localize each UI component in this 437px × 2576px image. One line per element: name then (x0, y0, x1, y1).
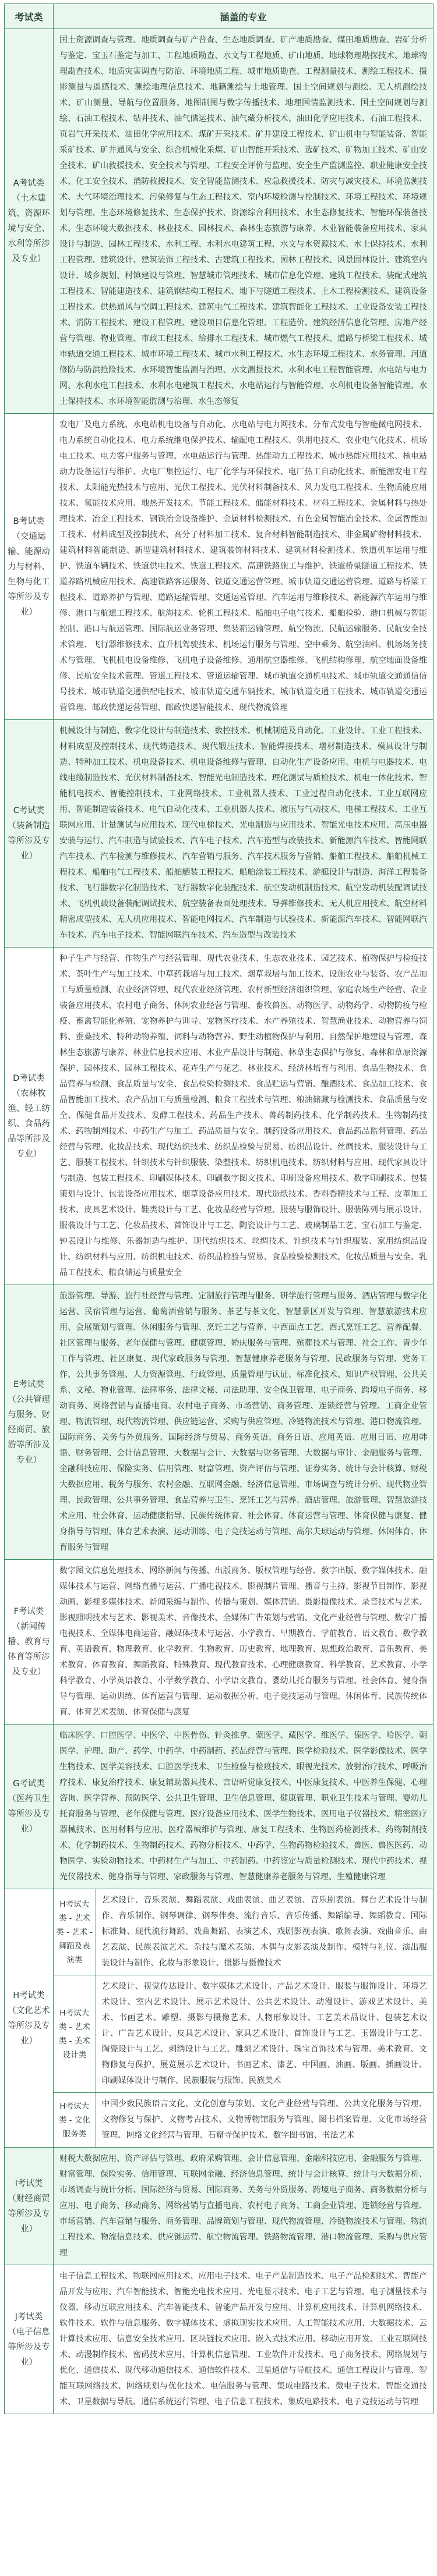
table-row (5, 1560, 434, 1725)
table-row (5, 29, 434, 414)
table-row (5, 1285, 434, 1560)
majors-g: 临床医学、口腔医学、中医学、中医骨伤、针灸推拿、蒙医学、藏医学、维医学、傣医学、哈医学、朝医学、护理、助产、药学、中药学、中药制药、药品经营与管理、医学检验技术、医学影像技术、医学生物技术、医学美容技术、口腔医学技术、卫生检验与检疫技术、眼视光技术、放射治疗技术、呼吸治疗技术、康复治疗技术、康复辅助器具技术、言语听觉康复技术、中医康复技术、中医养生保健、心理咨询、医学营养、预防医学、公共卫生管理、卫生信息管理、健康管理、职业卫生技术与管理、婴幼儿托育服务与管理、老年保健与管理、医疗设备应用技术、医学生物技术、医用电子仪器技术、精密医疗器械技术、医用材料与应用、医疗器械维护与管理、康复工程技术、生物医药检测技术、药物制剂技术、化学制药技术、生物制药技术、药物分析技术、中药学、生物药物检验技术、兽医、兽医医药、动物医学、实验动物技术、中药材生产与加工、中药制药、中药鉴定与质量检测技术、现代中药技术、视光仪器技术、健身指导与管理、家政服务与管理、智慧健康养老服务与管理、生殖健康管理 (54, 1725, 434, 1889)
table-header-row (5, 4, 434, 29)
h-subgroup-cell (54, 1889, 434, 2148)
majors-c: 机械设计与制造、数字化设计与制造技术、数控技术、机械制造及自动化、工业设计、工业工程技术、材料成型及控制技术、现代铸造技术、现代锻压技术、智能焊接技术、增材制造技术、模具设计与制造、特种加工技术、机电设备技术、机电设备维修与管理、自动化生产设备应用、电机与电器技术、电线电缆制造技术、光伏材料制备技术、智能光电制造技术、理化测试与质检技术、机电一体化技术、智能机电技术、智能控制技术、工业网络技术、工业机器人技术、工业过程自动化技术、工业互联网应用、智能制造装备技术、电气自动化技术、工业机器人技术、液压与气动技术、电梯工程技术、工业互联网应用、计量测试与应用技术、现代电梯技术、光电制造与应用技术、智能光电技术应用、高压电器安装与运行、汽车制造与试验技术、汽车电子技术、汽车造型与改装技术、新能源汽车技术、智能网联汽车技术、汽车检测与维修技术、汽车营销与服务、汽车技术服务与营销、船舶工程技术、船舶机械工程技术、船舶电气工程技术、船舶舾装工程技术、船舶涂装工程技术、游艇设计与制造、海洋工程装备技术、飞行器数字化制造技术、飞行器数字化装配技术、航空发动机制造技术、航空发动机装配调试技术、飞机机载设备装配调试技术、航空装备表面处理技术、导弹维修技术、无人机应用技术、航空材料精密成型技术、无人机应用技术、智能电网技术、汽车制造与试验技术、新能源汽车技术、智能网联汽车技术、汽车电子技术、智能网联汽车技术、汽车造型与改装技术 (54, 720, 434, 948)
table-row (54, 1975, 433, 2093)
majors-e: 旅游管理、导游、旅行社经营与管理、定制旅行管理与服务、研学旅行管理与服务、酒店管理与数字化运营、民宿管理与运营、葡萄酒营销与服务、茶艺与茶文化、智慧景区开发与管理、智慧旅游技术应用、会展策划与管理、休闲服务与管理、烹饪工艺与营养、中西面点工艺、西式烹饪工艺、营养配餐、社区管理与服务、老年保健与管理、健康管理、婚庆服务与管理、殡葬技术与管理、社会工作、青少年工作与管理、社区康复、现代家政服务与管理、智慧健康养老服务与管理、民政服务与管理、党务工作、公共事务管理、人力资源管理、行政管理、质量管理与认证、标准化技术、知识产权管理、公共关系、文秘、物业管理、法律事务、法律文秘、司法助理、安全保卫管理、电子商务、跨境电子商务、移动商务、网络营销与直播电商、农村电子商务、市场营销、商务管理、连锁经营与管理、工商企业管理、物流管理、现代物流管理、供应链运营、采购与供应管理、冷链物流技术与管理、港口物流管理、国际商务、关务与外贸服务、国际经济与贸易、商务英语、商务日语、应用英语、应用日语、应用韩语、财务管理、会计信息管理、大数据与会计、大数据与财务管理、大数据与审计、金融服务与管理、金融科技应用、保险实务、信用管理、财富管理、资产评估与管理、证券实务、统计与会计核算、财税大数据应用、税务与服务、农村金融、互联网金融、经济信息管理、市场调查与统计分析、现代物业管理、民政管理、公共事务管理、食品营养与卫生、烹饪工艺与营养、酒店管理、旅游管理、智慧旅游技术应用、社会体育、运动健康指导、民族传统体育、社会体育、体育运营与管理、体育保健与康复、健身指导与管理、体育艺术表演、运动训练、电子竞技运动与管理、高尔夫球运动与管理、休闲体育、体育服务与管理 (54, 1285, 434, 1560)
category-e: E考试类（公共管理与服务、财经商贸、旅游等所涉及专业） (5, 1285, 54, 1560)
table-row (5, 2148, 434, 2265)
table-row (54, 2093, 433, 2148)
majors-d: 种子生产与经营、作物生产与经营管理、现代农业技术、生态农业技术、园艺技术、植物保护与检疫技术、茶叶生产与加工技术、中草药栽培与加工技术、烟草栽培与加工技术、设施农业与装备、农产品加工与质量检测、农业经济管理、现代农业经济管理、农村新型经济组织管理、家庭农场生产经营、农业装备应用技术、农村电子商务、休闲农业经营与管理、畜牧兽医、动物医学、动物药学、动物防疫与检疫、畜禽智能化养殖、宠物养护与训导、宠物医疗技术、水产养殖技术、智慧渔业技术、动物营养与饲料、蚕桑技术、特种动物养殖、饲料与动物营养、野生动植物保护与利用、自然保护地建设与管理、森林生态旅游与康养、林业信息技术应用、木业产品设计与制造、林草生态保护与修复、森林和草原资源保护、园林技术、园林工程技术、花卉生产与花艺、林业技术、经济林培育与利用、食品生物技术、食品营养与检测、食品质量与安全、食品检验检测技术、食品贮运与营销、酿酒技术、食品加工技术、食品智能加工技术、农产品加工与质量检测、粮食工程技术与管理、粮油储藏与检测技术、食品质量与安全、保健食品开发技术、发酵工程技术、药品生产技术、兽药制药技术、化学制药技术、生物制药技术、药物制剂技术、中药生产与加工、药品质量与安全、制药设备应用技术、食品药品监督管理、药品经营与管理、化妆品技术、现代纺织技术、纺织品检验与贸易、纺织品设计、丝绸技术、服装设计与工艺、服装工程技术、针织技术与针织服装、染整技术、纺织机电技术、纺织材料与应用、现代家具设计与制造、包装工程技术、印刷媒体技术、印刷数字图文技术、印刷设备应用技术、数字印刷技术、包装策划与设计、包装设备应用技术、烟草设备应用技术、现代造纸技术、香料香精技术与工程、皮革加工技术、皮具艺术设计、鞋类设计与工艺、化妆品经营与管理、服装与服饰设计、服装陈列与展示设计、服装设计与工艺、化妆品技术、首饰设计与工艺、陶瓷设计与工艺、玻璃制品工艺、宝石加工与鉴定、钟表设计与维修、乐器制造与维护、现代纺织技术、丝绸技术、针织技术与针织服装、家用纺织品设计、纺织材料与应用、纺织机电技术、纺织品检验与贸易、食品检验检测技术、化妆品质量与安全、乳品工程技术、粮食储运与质量安全 (54, 948, 434, 1285)
h-sub-majors-3: 中国少数民族语言文化、文化创意与策划、文化产业经营与管理、公共文化服务与管理、文物修复与保护、文物考古技术、文物博物馆服务与管理、图书档案管理、文化市场经营管理、网络文化经营与管理、石窟寺保护技术、数字图书馆、书法艺术 (96, 2093, 433, 2148)
category-d: D考试类（农林牧渔、轻工纺织、食品药品等所涉及专业） (5, 948, 54, 1285)
table-row (5, 1889, 434, 2148)
category-i: I考试类（财经商贸等所涉及专业） (5, 2148, 54, 2265)
majors-j: 电子信息工程技术、物联网应用技术、应用电子技术、电子产品制造技术、电子产品检测技术、智能产品开发与应用、汽车智能技术、智能光电技术应用、光电显示技术、电子工艺与管理、电子测量技术与仪器、移动互联应用技术、汽车智能技术、智能产品开发与应用、计算机应用技术、计算机网络技术、软件技术、软件与信息服务、数字媒体技术、虚拟现实技术应用、人工智能技术应用、大数据技术、云计算技术应用、信息安全技术应用、区块链技术应用、嵌入式技术应用、移动应用开发、工业互联网技术、动漫制作技术、密码技术应用、计算机信息管理、工业软件开发技术、电子商务技术、网络规划与优化、通信技术、现代移动通信技术、通信软件技术、卫星通信与导航技术、通信工程设计与管理、智能互联网络技术、网络规划与优化技术、电信服务与管理、集成电路技术、微电子技术、智能交通技术、卫星数据与导航、通信系统运行管理、电子信息工程技术、集成电路技术、电子竞技运动与管理 (54, 2265, 434, 2414)
h-sub-majors-2: 艺术设计、视觉传达设计、数字媒体艺术设计、产品艺术设计、服装与服饰设计、环境艺术设计、室内艺术设计、展示艺术设计、公共艺术设计、动漫设计、游戏艺术设计、美术、书画艺术、雕塑、摄影与摄像艺术、人物形象设计、工艺美术品设计、包装艺术设计、广告艺术设计、皮具艺术设计、家具艺术设计、首饰设计与工艺、玉器设计与工艺、陶瓷设计与工艺、刺绣设计与工艺、雕刻艺术设计、珠宝首饰技术与管理、美术教育、文物修复与保护、展览展示艺术设计、书画艺术、漆艺、中国画、油画、版画、插画设计、印刷媒体设计与制作、民族服装与服饰、民族美术 (96, 1975, 433, 2093)
majors-f: 数字图文信息处理技术、网络新闻与传播、出版商务、版权管理与经营、数字出版、数字媒体技术、融媒体技术与运营、网络直播与运营、广播电视技术、影视制片管理、播音与主持、影视节目制作、影视动画、影视多媒体技术、新闻采编与制作、传播与策划、媒体营销、摄影摄像技术、录音技术与艺术、影视照明技术与艺术、影视美术、音像技术、全媒体广告策划与营销、文化产业经营与管理、数字广播电视技术、全媒体电商运营、融媒体技术与运营、小学教育、早期教育、学前教育、语文教育、数学教育、英语教育、物理教育、化学教育、生物教育、历史教育、地理教育、思想政治教育、音乐教育、美术教育、体育教育、舞蹈教育、特殊教育、现代教育技术、心理健康教育、科学教育、艺术教育、小学科学教育、小学英语教育、小学数学教育、小学语文教育、婴幼儿托育服务与管理、社会体育、健身指导与管理、运动训练、体育运营与管理、运动数据分析、电子竞技运动与管理、休闲体育、民族传统体育、体育艺术表演、体育保健与康复 (54, 1560, 434, 1725)
h-subgroup-table (54, 1889, 433, 2147)
table-row (5, 1725, 434, 1889)
h-sub-majors-1: 艺术设计、音乐表演、舞蹈表演、戏曲表演、曲艺表演、音乐剧表演、舞台艺术设计与制作、音乐制作、钢琴调律、钢琴伴奏、流行音乐、音乐传播、舞蹈编导、舞蹈教育、国际标准舞、现代流行舞蹈、戏曲舞蹈、表演艺术、戏剧影视表演、歌舞表演、戏曲音乐、曲艺表演、民族表演艺术、杂技与魔术表演、木偶与皮影表演及制作、模特与礼仪、演出服装设计与制作、化妆与形象设计、摄影与摄像技术 (96, 1889, 433, 1975)
table-row (54, 1889, 433, 1975)
category-c: C考试类（装备制造等所涉及专业） (5, 720, 54, 948)
header-majors: 涵盖的专业 (54, 4, 434, 29)
majors-i: 财税大数据应用、资产评估与管理、政府采购管理、会计信息管理、金融科技应用、金融服务与管理、财富管理、保险实务、信用管理、互联网金融、经济信息管理、统计与会计核算、统计与大数据分析、市场调查与统计分析、国际经济与贸易、国际商务、关务与外贸服务、跨境电子商务、商务数据分析与应用、电子商务、移动商务、网络营销与直播电商、农村电子商务、工商企业管理、连锁经营与管理、市场营销、汽车营销与服务、商务管理、品牌策划与管理、现代物流管理、冷链物流技术与管理、物流工程技术、物流信息技术、供应链运营、航空物流管理、铁路物流管理、港口物流管理、采购与供应管理 (54, 2148, 434, 2265)
majors-table (4, 3, 434, 2414)
category-j: J考试类（电子信息等所涉及专业） (5, 2265, 54, 2414)
header-category: 考试类 (5, 4, 54, 29)
h-sub-label-1: H考试大类 - 艺术类 - 艺术 - 舞蹈及表演类 (54, 1889, 96, 1975)
table-row (5, 948, 434, 1285)
majors-b: 发电厂及电力系统、水电站机电设备与自动化、水电站与电力网技术、分布式发电与智能微电网技术、电力系统自动化技术、电力系统继电保护技术、输配电工程技术、供用电技术、农业电气化技术、机场电工技术、电力客户服务与管理、水电站运行与管理、热能动力工程技术、城市热能应用技术、核电站动力设备运行与维护、火电厂集控运行、电厂化学与环保技术、电厂热工自动化技术、新能源发电工程技术、太阳能光热技术与应用、光伏工程技术、光伏材料制备技术、风力发电工程技术、生物质能应用技术、氢能技术应用、地热开发技术、节能工程技术、储能材料技术、材料工程技术、金属材料与热处理技术、冶金工程技术、钢铁冶金设备维护、金属材料检测技术、有色金属智能冶金技术、金属智能加工技术、材料成型及控制技术、高分子材料加工技术、复合材料智能制造技术、非金属矿物材料技术、建筑材料智能制造、新型建筑材料技术、建筑装饰材料技术、建筑材料检测技术、铁道机车运用与维护、铁道车辆技术、铁道供电技术、铁道工程技术、高速铁路施工与维护、铁道桥梁隧道工程技术、铁道养路机械应用技术、高速铁路客运服务、铁道交通运营管理、城市轨道交通运营管理、道路与桥梁工程技术、道路养护与管理、道路运输管理、交通运营管理、汽车运用与维修技术、新能源汽车运用与维修、港口与航道工程技术、航海技术、轮机工程技术、船舶电子电气技术、船舶检验、港口机械与智能控制、港口与航运管理、国际航运业务管理、集装箱运输管理、航空物流、民航运输服务、民航安全技术管理、飞行器维修技术、直升机驾驶技术、机场运行服务与管理、空中乘务、航空油料、机场场务技术与管理、飞机机电设备维修、飞机电子设备维修、通用航空器维修、飞机结构修理、航空地面设备维修、民航安全技术管理、管道工程技术、管道运输管理、城市轨道交通机电技术、城市轨道交通通信信号技术、城市轨道交通供配电技术、城市轨道交通车辆技术、城市轨道交通工程技术、城市轨道交通运营管理、邮政快递运营管理、邮政快递智能技术、现代物流管理 (54, 414, 434, 720)
table-row (5, 720, 434, 948)
table-row (5, 2265, 434, 2414)
table-row (5, 414, 434, 720)
category-a: A考试类（土木建筑、资源环境与安全、水利等所涉及专业） (5, 29, 54, 414)
h-sub-label-2: H考试大类 - 艺术类 - 美术设计类 (54, 1975, 96, 2093)
category-g: G考试类（医药卫生等所涉及专业） (5, 1725, 54, 1889)
category-h: H考试类（文化艺术等所涉及专业） (5, 1889, 54, 2148)
majors-a: 国土资源调查与管理、地质调查与矿产普查、生态地质调查、矿产地质勘查、煤田地质勘查、岩矿分析与鉴定、宝玉石鉴定与加工、工程地质勘查、水文与工程地质、矿山地质、地球物理勘探技术、地球物理勘查技术、地质灾害调查与防治、环境地质工程、城市地质勘查、工程测量技术、测绘工程技术、摄影测量与遥感技术、测绘地理信息技术、地籍测绘与土地管理、国土空间规划与测绘、无人机测绘技术、矿山测量、导航与位置服务、地图制图与数字传播技术、地理国情监测技术、国土空间规划与测绘、石油工程技术、钻井技术、油气储运技术、油气藏分析技术、油田化学应用技术、石油工程技术、页岩气开采技术、油田化学应用技术、煤矿开采技术、矿井建设工程技术、矿山机电与智能装备、智能采矿技术、矿井通风与安全、综合机械化采煤、矿山智能开采技术、选矿技术、矿物加工技术、矿山安全技术、矿山救援技术、安全技术与管理、工程安全评价与监理、安全生产监测监控、职业健康安全技术、化工安全技术、消防救援技术、安全智能监测技术、应急救援技术、防灾与减灾技术、环境监测技术、大气环境治理技术、污染修复与生态工程技术、室内环境检测与控制技术、环境工程技术、环境规划与管理、生态环境修复技术、生态保护技术、资源综合利用技术、水生态修复技术、智能环保装备技术、生态环境大数据技术、林业技术、园林技术、森林生态旅游与康养、木业智能装备应用技术、家具设计与制造、园林工程技术、水利工程、水利水电建筑工程、水文与水资源技术、水土保持技术、水利工程管理、建筑设计、建筑装饰工程技术、古建筑工程技术、园林工程技术、风景园林设计、建筑室内设计、城乡规划、村镇建设与管理、智慧城市管理技术、城市信息化管理、建筑工程技术、装配式建筑工程技术、智能建造技术、建筑钢结构工程技术、地下与隧道工程技术、土木工程检测技术、建筑设备工程技术、供热通风与空调工程技术、建筑电气工程技术、建筑智能化工程技术、工业设备安装工程技术、消防工程技术、建设工程管理、建设项目信息化管理、工程造价、建筑经济信息化管理、房地产经营与管理、物业管理、市政工程技术、给排水工程技术、城市燃气工程技术、道路与桥梁工程技术、城市轨道交通工程技术、城市环境工程技术、城市水利工程技术、水生态环境工程技术、水务管理、河道修防与防洪抢险技术、水环境智能监测与治理、水文测报技术、水利水电工程智能管理、水电站与电力网、水利水电工程技术、水利水电建筑工程技术、水电站运行与智能管理、水利机电设备智能管理、水土保持技术、水环境智能监测与治理、水生态修复 (54, 29, 434, 414)
h-sub-label-3: H考试大类 - 文化服务类 (54, 2093, 96, 2148)
category-b: B考试类（交通运输、能源动力与材料、生物与化工等所涉及专业） (5, 414, 54, 720)
page-container (4, 3, 433, 2414)
category-f: F考试类（新闻传播、教育与体育等所涉及专业） (5, 1560, 54, 1725)
